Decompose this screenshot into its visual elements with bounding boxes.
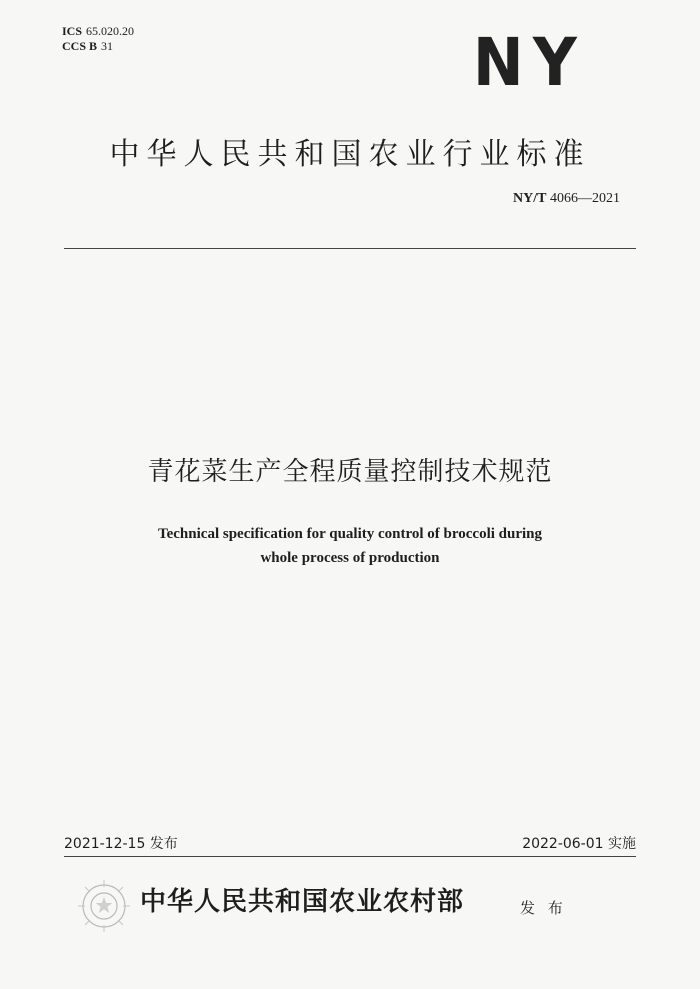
national-emblem-icon (76, 878, 132, 934)
standard-mark: NY (472, 24, 586, 101)
document-title-zh: 青花菜生产全程质量控制技术规范 (147, 457, 553, 487)
classification-codes (62, 24, 134, 54)
document-title-en (100, 522, 600, 570)
ics-code: ICS 65.020.20 (62, 24, 135, 38)
publisher-name: 中华人民共和国农业农村部 (140, 887, 465, 917)
implementation-date: 2022-06-01 实施 (522, 836, 636, 852)
issue-date: 2021-12-15 发布 (64, 836, 178, 852)
document-title-en-line2: whole process of production (260, 550, 440, 566)
header-divider (64, 248, 636, 249)
document-title-en-line1: Technical specification for quality control of broccoli during (157, 526, 543, 542)
footer-divider (64, 856, 636, 857)
standard-number (513, 191, 620, 207)
standard-number-value: 4066—2021 (550, 191, 620, 206)
standard-category-title: 中华人民共和国农业行业标准 (109, 137, 591, 172)
publisher-suffix: 发 布 (520, 899, 567, 917)
standard-number-prefix: NY/T (513, 191, 547, 206)
ccs-code: CCS B 31 (62, 39, 114, 53)
